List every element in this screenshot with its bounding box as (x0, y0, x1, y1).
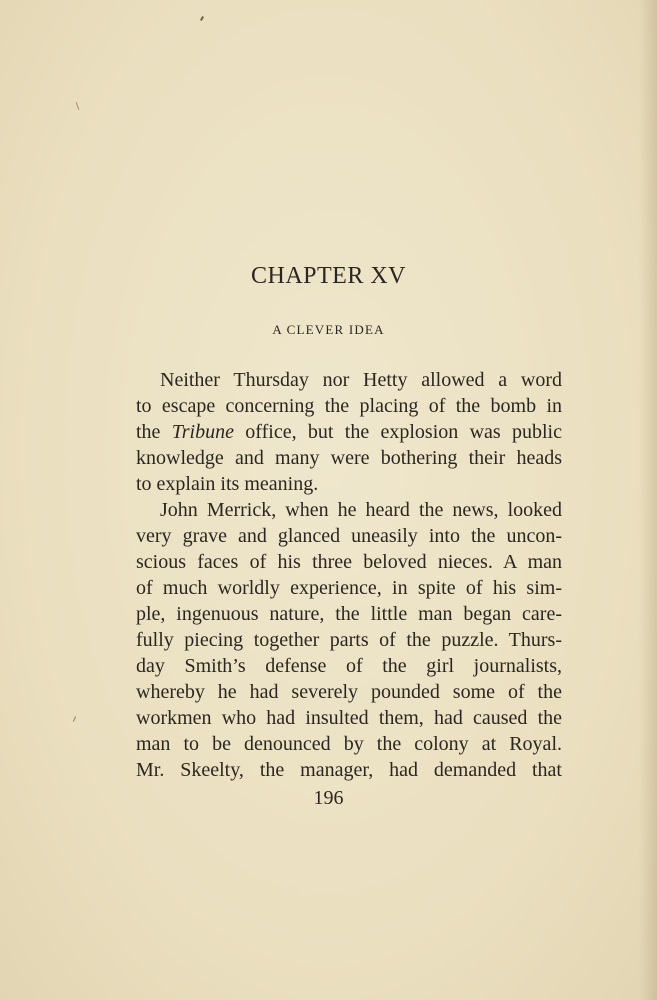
text-line: very grave and glanced uneasily into the uncon- (136, 525, 562, 547)
italic-title: Tribune (171, 421, 234, 443)
text-line: scious faces of his three beloved nieces. A man (136, 551, 562, 573)
text-segment: office, but the explosion was public (234, 421, 562, 443)
text-line: to escape concerning the placing of the bomb in (136, 395, 562, 417)
text-line: fully piecing together parts of the puzzle. Thurs- (136, 629, 562, 651)
text-line: man to be denounced by the colony at Royal. (136, 733, 562, 755)
text-line: John Merrick, when he heard the news, looked (160, 499, 562, 521)
text-line: Mr. Skeelty, the manager, had demanded that (136, 759, 562, 781)
text-line: Neither Thursday nor Hetty allowed a word (160, 369, 562, 391)
page-number: 196 (313, 787, 344, 809)
text-segment: the (136, 421, 172, 443)
page-edge-shadow (639, 0, 657, 1000)
text-line: knowledge and many were bothering their heads (136, 447, 562, 469)
text-line: whereby he had severely pounded some of the (136, 681, 562, 703)
text-line: workmen who had insulted them, had caused the (136, 707, 562, 729)
text-line: to explain its meaning. (136, 473, 319, 495)
paper-speck (76, 102, 80, 110)
text-line: day Smith’s defense of the girl journalists, (136, 655, 562, 677)
paper-speck (200, 16, 204, 21)
text-line (136, 419, 562, 445)
chapter-title: CHAPTER XV (250, 263, 406, 289)
text-line: ple, ingenuous nature, the little man began care- (136, 603, 562, 625)
paper-speck (73, 716, 76, 722)
chapter-subtitle: A CLEVER IDEA (272, 322, 385, 337)
text-line: of much worldly experience, in spite of his sim- (136, 577, 562, 599)
